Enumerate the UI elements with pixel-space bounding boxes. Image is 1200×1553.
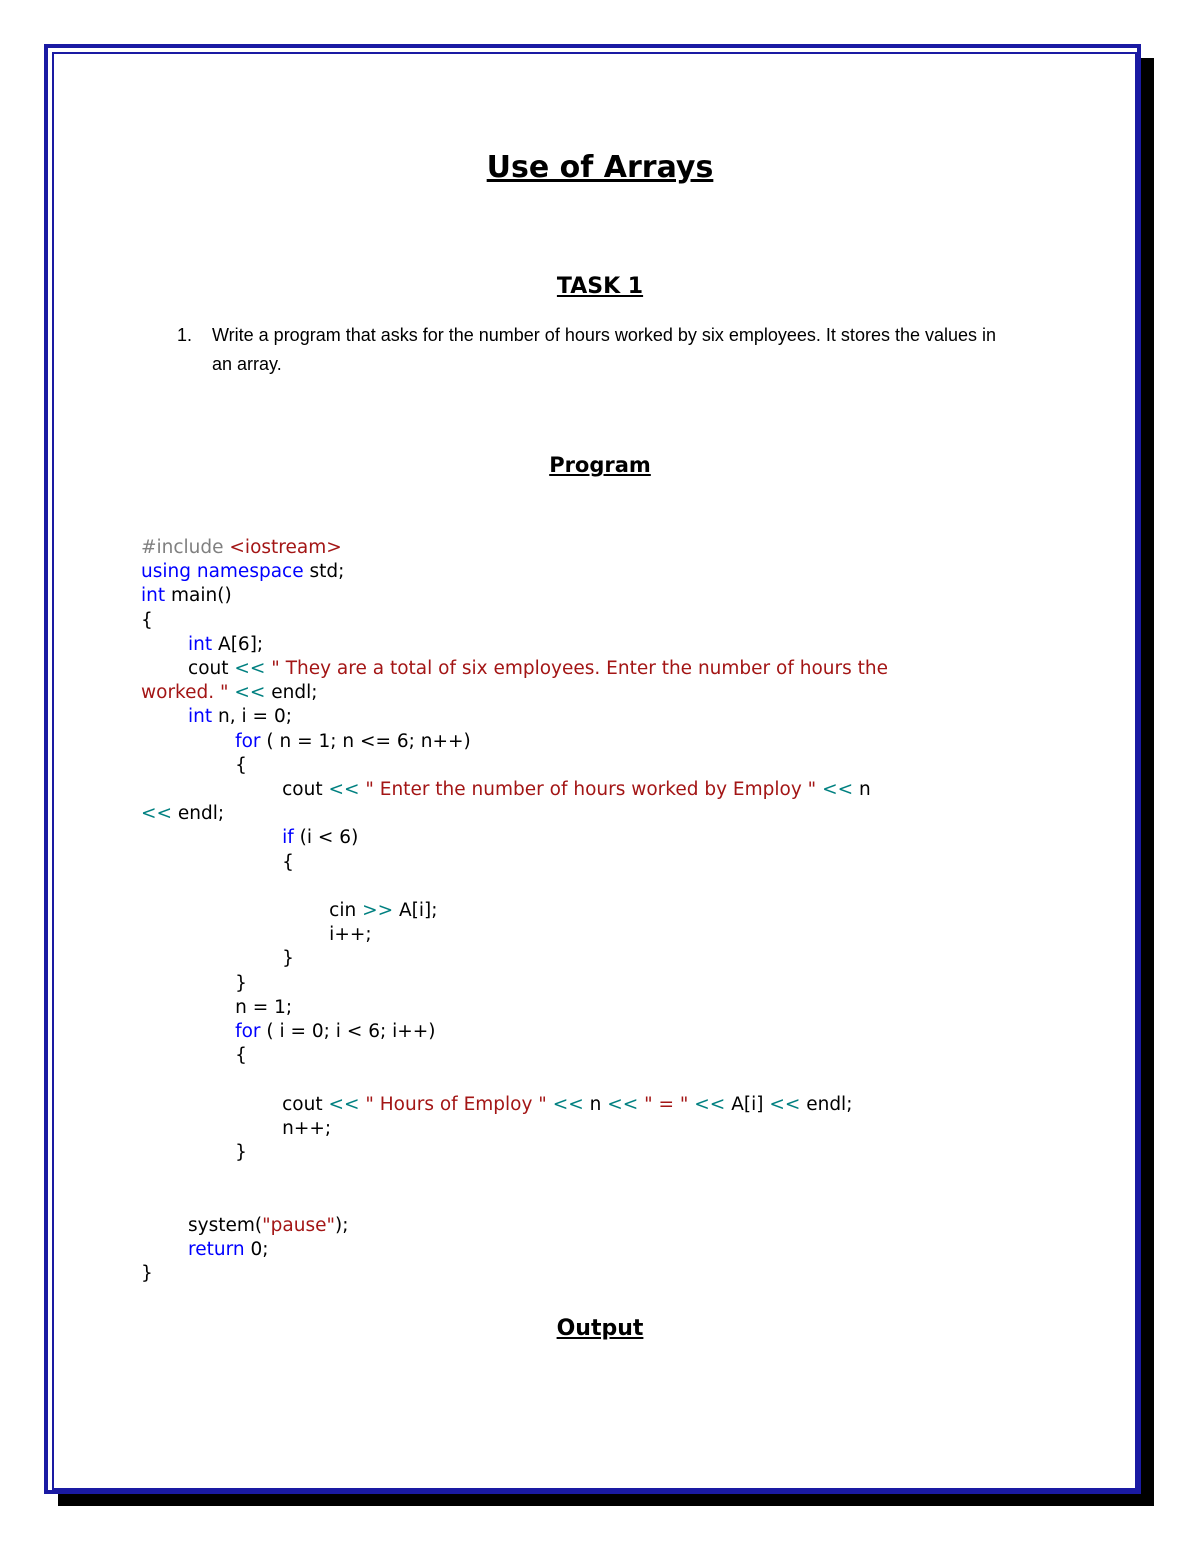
code-token: << [328,1093,360,1115]
code-token: << [234,682,266,704]
code-line [141,1117,331,1141]
code-token: n = 1; [141,996,293,1018]
code-token: for [235,730,261,752]
code-token: 0; [244,1238,269,1260]
code-token: n [583,1093,608,1115]
code-line [141,947,294,971]
code-line [141,826,358,850]
code-token [141,1021,235,1042]
code-token: (i < 6) [293,827,359,849]
code-token: } [141,972,247,994]
code-token: cout [141,658,235,679]
code-token: << [234,658,266,679]
code-line [141,705,292,729]
code-token: << [328,779,360,800]
code-token: << [141,803,173,825]
code-token: cin [141,900,363,921]
code-line [141,1020,435,1044]
code-line [141,972,247,996]
code-token: A[6]; [212,633,264,655]
code-token: using namespace [141,561,304,583]
code-line [141,609,153,633]
code-token: { [141,609,153,631]
code-token: << [552,1093,584,1115]
code-token: n [853,779,871,800]
code-token: " Hours of Employ " [359,1093,547,1115]
code-line [141,1238,269,1262]
task-heading: TASK 1 [556,274,644,299]
task-body-text: Write a program that asks for the number of hours worked by six employees. It stores the values in an array. [212,325,997,374]
code-token: { [141,754,247,776]
code-token: << [607,1093,639,1115]
code-line [141,778,871,802]
code-token: endl; [800,1093,853,1115]
code-token: worked. " [141,682,229,704]
document-title: Use of Arrays [486,150,714,185]
code-line [141,1262,153,1286]
code-token: cout [141,779,329,800]
code-token: endl; [265,682,318,704]
code-token: int [141,585,166,607]
code-token: cout [141,1093,329,1115]
output-heading: Output [556,1316,644,1341]
task-description [177,321,1007,379]
code-line [141,560,344,584]
code-token: >> [362,900,394,921]
code-line [141,681,318,705]
code-line [141,584,232,608]
code-line [141,730,471,754]
code-token [141,706,188,727]
code-token: i++; [141,924,372,946]
code-token [141,634,188,655]
code-line [141,899,437,923]
code-line [141,633,263,657]
code-token: for [235,1021,261,1042]
code-token: endl; [172,803,225,825]
code-line [141,996,292,1020]
code-token [141,1239,188,1260]
code-token: A[i] [725,1093,770,1115]
code-token: A[i]; [393,900,438,921]
code-token: " = " [638,1093,689,1115]
code-token: ); [335,1214,349,1236]
code-line [141,851,294,875]
code-token: << [694,1093,726,1115]
code-line [141,1214,348,1238]
code-token: return [188,1238,245,1260]
code-token: int [188,706,213,728]
code-token: { [141,851,294,873]
code-line [141,802,224,826]
code-token: int [188,633,213,655]
code-token [141,731,235,752]
code-token [141,827,282,848]
code-token: } [141,1142,247,1163]
code-token: #include [141,537,230,558]
code-token: "pause" [262,1214,335,1236]
code-token: <iostream> [229,537,342,558]
code-token: main() [165,585,232,607]
code-line [141,754,247,778]
code-token: } [141,1263,153,1284]
code-line [141,1044,247,1068]
code-line [141,1093,852,1117]
program-heading: Program [549,453,651,477]
code-token: system( [141,1214,263,1236]
code-line [141,536,342,560]
code-line [141,923,372,947]
code-token: std; [303,561,345,583]
code-token: " They are a total of six employees. Enter the number of hours the [265,658,888,679]
code-line [141,657,888,681]
code-token: ( i = 0; i < 6; i++) [260,1021,436,1042]
code-token: if [282,827,294,849]
code-line [141,1141,247,1165]
code-token: { [141,1045,247,1067]
code-token: n, i = 0; [212,706,292,728]
code-token: n++; [141,1117,332,1139]
code-token: } [141,948,294,970]
code-token: << [822,779,854,800]
task-number: 1. [177,325,193,345]
code-token: << [769,1093,801,1115]
code-token: ( n = 1; n <= 6; n++) [260,730,471,752]
code-token: " Enter the number of hours worked by Employ " [359,779,817,800]
